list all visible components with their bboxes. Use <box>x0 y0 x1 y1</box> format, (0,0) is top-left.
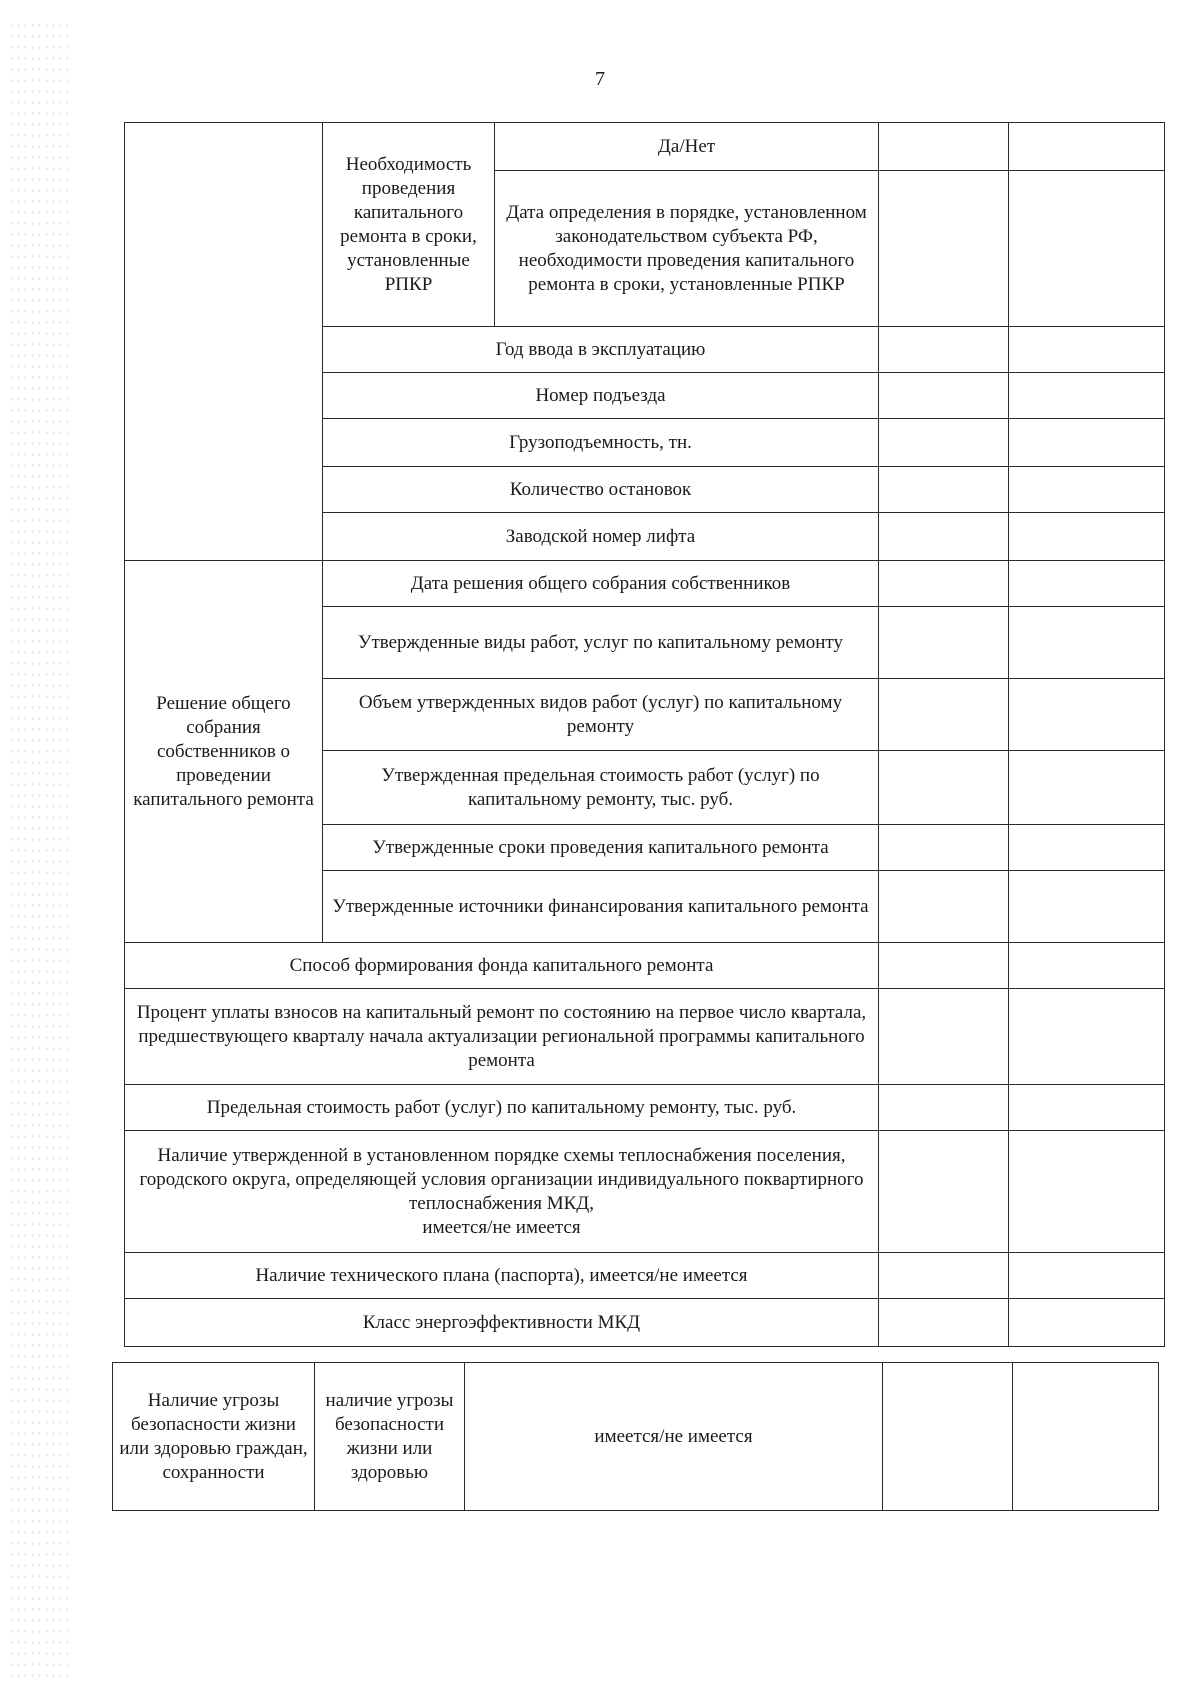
value-cell[interactable] <box>1009 825 1165 871</box>
table-row <box>125 561 1165 607</box>
max-cost-label: Предельная стоимость работ (услуг) по капитальному ремонту, тыс. руб. <box>125 1085 879 1131</box>
lift-group-cell <box>125 123 323 561</box>
value-cell[interactable] <box>1009 679 1165 751</box>
value-cell[interactable] <box>879 561 1009 607</box>
approved-work-volume-label: Объем утвержденных видов работ (услуг) по капитальному ремонту <box>323 679 879 751</box>
value-cell[interactable] <box>879 1253 1009 1299</box>
threat-sub-label: наличие угрозы безопасности жизни или здоровью <box>315 1363 465 1511</box>
value-cell[interactable] <box>879 1085 1009 1131</box>
energy-class-label: Класс энергоэффективности МКД <box>125 1299 879 1347</box>
value-cell[interactable] <box>879 327 1009 373</box>
value-cell[interactable] <box>879 467 1009 513</box>
value-cell[interactable] <box>1009 467 1165 513</box>
threat-label: Наличие угрозы безопасности жизни или здоровью граждан, сохранности <box>113 1363 315 1511</box>
threat-status-label: имеется/не имеется <box>465 1363 883 1511</box>
page-number: 7 <box>595 68 605 90</box>
value-cell[interactable] <box>879 513 1009 561</box>
approved-work-types-label: Утвержденные виды работ, услуг по капитальному ремонту <box>323 607 879 679</box>
table-row <box>125 943 1165 989</box>
value-cell[interactable] <box>1009 419 1165 467</box>
value-cell[interactable] <box>1009 1085 1165 1131</box>
value-cell[interactable] <box>879 871 1009 943</box>
meeting-date-label: Дата решения общего собрания собственников <box>323 561 879 607</box>
value-cell[interactable] <box>1009 871 1165 943</box>
owners-meeting-label: Решение общего собрания собственников о проведении капитального ремонта <box>125 561 323 943</box>
approved-funding-sources-label: Утвержденные источники финансирования капитального ремонта <box>323 871 879 943</box>
lift-serial-label: Заводской номер лифта <box>323 513 879 561</box>
heat-scheme-status: имеется/не имеется <box>422 1216 581 1238</box>
value-cell[interactable] <box>879 751 1009 825</box>
value-cell[interactable] <box>1009 751 1165 825</box>
value-cell[interactable] <box>879 1131 1009 1253</box>
table-row <box>125 123 1165 171</box>
value-cell[interactable] <box>879 943 1009 989</box>
value-cell[interactable] <box>879 171 1009 327</box>
value-cell[interactable] <box>879 989 1009 1085</box>
commission-year-label: Год ввода в эксплуатацию <box>323 327 879 373</box>
value-cell[interactable] <box>1009 373 1165 419</box>
payment-percent-label: Процент уплаты взносов на капитальный ремонт по состоянию на первое число квартала, предшествующего кварталу начала актуализации региональной программы капитального ремонта <box>125 989 879 1085</box>
table-row <box>125 989 1165 1085</box>
value-cell[interactable] <box>1009 1253 1165 1299</box>
scan-noise <box>8 20 68 1680</box>
heat-scheme-label <box>125 1131 879 1253</box>
approved-max-cost-label: Утвержденная предельная стоимость работ (услуг) по капитальному ремонту, тыс. руб. <box>323 751 879 825</box>
capital-repair-table <box>124 122 1165 1347</box>
value-cell[interactable] <box>879 679 1009 751</box>
value-cell[interactable] <box>1009 561 1165 607</box>
tech-plan-label: Наличие технического плана (паспорта), имеется/не имеется <box>125 1253 879 1299</box>
table-row <box>125 1131 1165 1253</box>
value-cell[interactable] <box>1009 607 1165 679</box>
value-cell[interactable] <box>879 419 1009 467</box>
threat-table <box>112 1362 1159 1511</box>
value-cell[interactable] <box>879 1299 1009 1347</box>
value-cell[interactable] <box>883 1363 1013 1511</box>
need-date-label: Дата определения в порядке, установленном законодательством субъекта РФ, необходимости проведения капитального ремонта в сроки, установленные РПКР <box>495 171 879 327</box>
value-cell[interactable] <box>879 825 1009 871</box>
value-cell[interactable] <box>1009 1299 1165 1347</box>
table-row <box>113 1363 1159 1511</box>
value-cell[interactable] <box>1009 943 1165 989</box>
heat-scheme-text: Наличие утвержденной в установленном порядке схемы теплоснабжения поселения, городского округа, определяющей условия организации индивидуального поквартирного теплоснабжения МКД, <box>139 1144 864 1214</box>
value-cell[interactable] <box>1009 123 1165 171</box>
fund-method-label: Способ формирования фонда капитального ремонта <box>125 943 879 989</box>
load-capacity-label: Грузоподъемность, тн. <box>323 419 879 467</box>
value-cell[interactable] <box>1009 1131 1165 1253</box>
value-cell[interactable] <box>1009 513 1165 561</box>
table-row <box>125 1253 1165 1299</box>
approved-deadlines-label: Утвержденные сроки проведения капитального ремонта <box>323 825 879 871</box>
value-cell[interactable] <box>1009 171 1165 327</box>
value-cell[interactable] <box>879 373 1009 419</box>
value-cell[interactable] <box>1009 327 1165 373</box>
value-cell[interactable] <box>879 607 1009 679</box>
stops-count-label: Количество остановок <box>323 467 879 513</box>
value-cell[interactable] <box>1013 1363 1159 1511</box>
repair-need-label: Необходимость проведения капитального ремонта в сроки, установленные РПКР <box>323 123 495 327</box>
value-cell[interactable] <box>1009 989 1165 1085</box>
yes-no-label: Да/Нет <box>495 123 879 171</box>
table-row <box>125 1085 1165 1131</box>
value-cell[interactable] <box>879 123 1009 171</box>
entrance-number-label: Номер подъезда <box>323 373 879 419</box>
table-row <box>125 1299 1165 1347</box>
